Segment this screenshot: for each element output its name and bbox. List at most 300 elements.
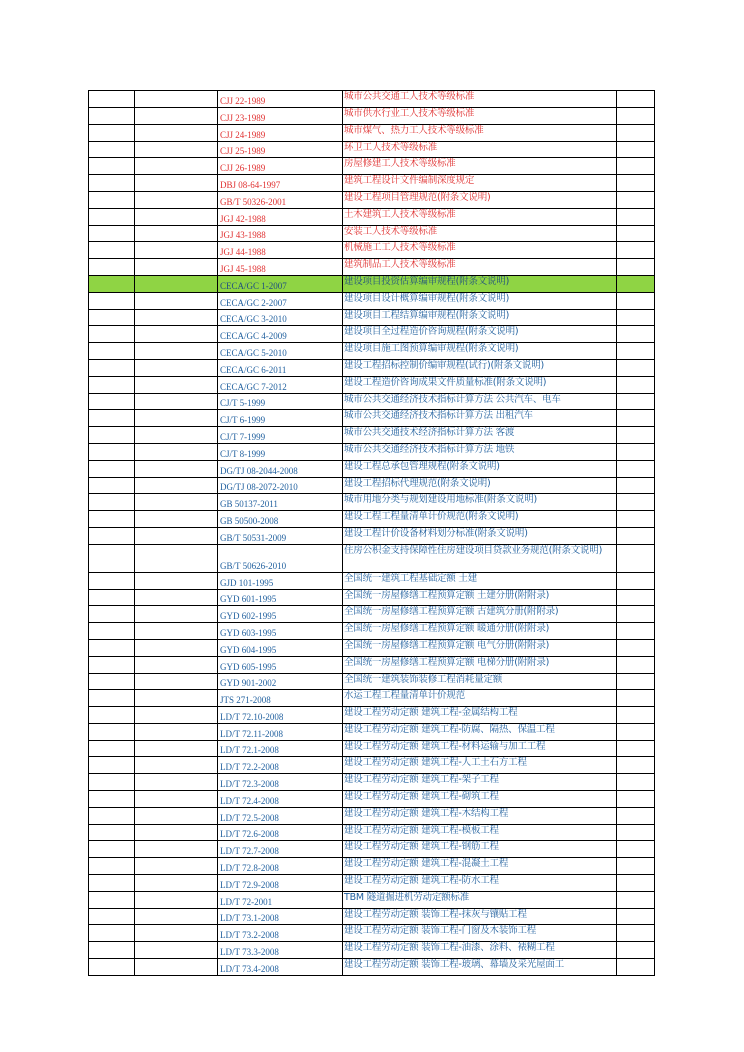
standard-name-cell: 建设工程劳动定额 装饰工程-抹灰与镶贴工程 <box>343 908 617 925</box>
blank-cell <box>135 427 218 444</box>
blank-cell <box>135 191 218 208</box>
blank-cell <box>135 208 218 225</box>
index-cell <box>89 208 135 225</box>
standard-name-cell: 环卫工人技术等级标准 <box>343 141 617 158</box>
standard-name-cell: 建设工程工程量清单计价规范(附条文说明) <box>343 511 617 528</box>
standard-name-cell: 建设工程劳动定额 装饰工程-油漆、涂料、裱糊工程 <box>343 942 617 959</box>
table-row <box>89 791 655 808</box>
table-row <box>89 942 655 959</box>
standard-name-cell: 土木建筑工人技术等级标准 <box>343 208 617 225</box>
blank-cell <box>135 242 218 259</box>
index-cell <box>89 544 135 572</box>
table-row <box>89 707 655 724</box>
standard-name-cell: 城市用地分类与规划建设用地标准(附条文说明) <box>343 494 617 511</box>
blank-cell <box>135 925 218 942</box>
blank-cell <box>135 572 218 589</box>
index-cell <box>89 740 135 757</box>
standard-name-cell: 建设工程招标控制价编审规程(试行)(附条文说明) <box>343 359 617 376</box>
note-cell <box>617 343 655 360</box>
standard-name-cell: 房屋修建工人技术等级标准 <box>343 158 617 175</box>
standard-name-cell: 全国统一房屋修缮工程预算定额 电梯分册(附附录) <box>343 656 617 673</box>
note-cell <box>617 393 655 410</box>
standard-code-cell: LD/T 72.4-2008 <box>218 791 343 808</box>
blank-cell <box>135 477 218 494</box>
standard-name-cell: 安装工人技术等级标准 <box>343 225 617 242</box>
index-cell <box>89 376 135 393</box>
index-cell <box>89 858 135 875</box>
standard-code-cell: CECA/GC 7-2012 <box>218 376 343 393</box>
standard-name-cell: 城市供水行业工人技术等级标准 <box>343 108 617 125</box>
table-row <box>89 858 655 875</box>
note-cell <box>617 925 655 942</box>
blank-cell <box>135 690 218 707</box>
index-cell <box>89 511 135 528</box>
standard-name-cell: 建筑工程设计文件编制深度规定 <box>343 175 617 192</box>
table-row <box>89 589 655 606</box>
standards-table-body <box>89 91 655 976</box>
index-cell <box>89 427 135 444</box>
standard-code-cell: JGJ 45-1988 <box>218 259 343 276</box>
standard-name-cell: 建设项目设计概算编审规程(附条文说明) <box>343 292 617 309</box>
table-row <box>89 343 655 360</box>
blank-cell <box>135 908 218 925</box>
table-row <box>89 494 655 511</box>
blank-cell <box>135 443 218 460</box>
note-cell <box>617 191 655 208</box>
index-cell <box>89 141 135 158</box>
index-cell <box>89 589 135 606</box>
blank-cell <box>135 309 218 326</box>
blank-cell <box>135 959 218 976</box>
standard-name-cell: 机械施工工人技术等级标准 <box>343 242 617 259</box>
blank-cell <box>135 639 218 656</box>
index-cell <box>89 158 135 175</box>
blank-cell <box>135 841 218 858</box>
note-cell <box>617 225 655 242</box>
table-row <box>89 242 655 259</box>
note-cell <box>617 757 655 774</box>
standard-name-cell: 建设工程劳动定额 建筑工程-金属结构工程 <box>343 707 617 724</box>
note-cell <box>617 326 655 343</box>
table-row <box>89 91 655 108</box>
standards-table <box>88 90 655 976</box>
standard-code-cell: LD/T 72.6-2008 <box>218 824 343 841</box>
standard-name-cell: 建设工程劳动定额 建筑工程-人工土石方工程 <box>343 757 617 774</box>
table-row <box>89 141 655 158</box>
note-cell <box>617 275 655 292</box>
index-cell <box>89 942 135 959</box>
note-cell <box>617 410 655 427</box>
blank-cell <box>135 141 218 158</box>
blank-cell <box>135 544 218 572</box>
standard-code-cell: LD/T 72.10-2008 <box>218 707 343 724</box>
blank-cell <box>135 527 218 544</box>
standard-code-cell: DG/TJ 08-2044-2008 <box>218 460 343 477</box>
blank-cell <box>135 175 218 192</box>
index-cell <box>89 572 135 589</box>
note-cell <box>617 690 655 707</box>
standard-code-cell: CJJ 22-1989 <box>218 91 343 108</box>
standard-code-cell: GYD 603-1995 <box>218 623 343 640</box>
standard-code-cell: LD/T 72.8-2008 <box>218 858 343 875</box>
standard-name-cell: 城市公共交通工人技术等级标准 <box>343 91 617 108</box>
standard-code-cell: GB 50137-2011 <box>218 494 343 511</box>
note-cell <box>617 942 655 959</box>
standard-code-cell: LD/T 72.7-2008 <box>218 841 343 858</box>
note-cell <box>617 723 655 740</box>
table-row <box>89 393 655 410</box>
standard-code-cell: CECA/GC 3-2010 <box>218 309 343 326</box>
table-row <box>89 623 655 640</box>
standard-code-cell: GYD 601-1995 <box>218 589 343 606</box>
note-cell <box>617 858 655 875</box>
index-cell <box>89 824 135 841</box>
standard-code-cell: LD/T 72.3-2008 <box>218 774 343 791</box>
standard-code-cell: LD/T 72.1-2008 <box>218 740 343 757</box>
index-cell <box>89 225 135 242</box>
index-cell <box>89 527 135 544</box>
note-cell <box>617 427 655 444</box>
standard-code-cell: JTS 271-2008 <box>218 690 343 707</box>
note-cell <box>617 639 655 656</box>
note-cell <box>617 606 655 623</box>
index-cell <box>89 477 135 494</box>
blank-cell <box>135 326 218 343</box>
note-cell <box>617 292 655 309</box>
table-row <box>89 175 655 192</box>
table-row <box>89 925 655 942</box>
blank-cell <box>135 875 218 892</box>
note-cell <box>617 544 655 572</box>
note-cell <box>617 158 655 175</box>
standard-code-cell: GYD 605-1995 <box>218 656 343 673</box>
note-cell <box>617 477 655 494</box>
index-cell <box>89 707 135 724</box>
note-cell <box>617 623 655 640</box>
blank-cell <box>135 108 218 125</box>
blank-cell <box>135 707 218 724</box>
table-row <box>89 908 655 925</box>
index-cell <box>89 393 135 410</box>
index-cell <box>89 925 135 942</box>
standard-name-cell: TBM 隧道掘进机劳动定额标准 <box>343 891 617 908</box>
standard-code-cell: GYD 901-2002 <box>218 673 343 690</box>
standard-name-cell: 建设工程劳动定额 建筑工程-木结构工程 <box>343 807 617 824</box>
note-cell <box>617 511 655 528</box>
index-cell <box>89 460 135 477</box>
blank-cell <box>135 376 218 393</box>
note-cell <box>617 908 655 925</box>
standard-name-cell: 建设工程劳动定额 建筑工程-防腐、隔热、保温工程 <box>343 723 617 740</box>
table-row <box>89 108 655 125</box>
note-cell <box>617 707 655 724</box>
note-cell <box>617 656 655 673</box>
table-row <box>89 208 655 225</box>
standard-name-cell: 建设工程劳动定额 建筑工程-架子工程 <box>343 774 617 791</box>
blank-cell <box>135 824 218 841</box>
blank-cell <box>135 757 218 774</box>
blank-cell <box>135 589 218 606</box>
table-row <box>89 639 655 656</box>
blank-cell <box>135 606 218 623</box>
standard-name-cell: 建设项目全过程造价咨询规程(附条文说明) <box>343 326 617 343</box>
table-row <box>89 891 655 908</box>
index-cell <box>89 343 135 360</box>
table-row <box>89 740 655 757</box>
index-cell <box>89 891 135 908</box>
table-row <box>89 259 655 276</box>
blank-cell <box>135 942 218 959</box>
standard-code-cell: CJJ 26-1989 <box>218 158 343 175</box>
index-cell <box>89 908 135 925</box>
table-row <box>89 292 655 309</box>
blank-cell <box>135 343 218 360</box>
index-cell <box>89 191 135 208</box>
blank-cell <box>135 740 218 757</box>
note-cell <box>617 175 655 192</box>
standard-code-cell: CJJ 25-1989 <box>218 141 343 158</box>
note-cell <box>617 242 655 259</box>
standard-code-cell: CJ/T 8-1999 <box>218 443 343 460</box>
note-cell <box>617 376 655 393</box>
table-row <box>89 606 655 623</box>
index-cell <box>89 606 135 623</box>
table-row <box>89 673 655 690</box>
standard-name-cell: 城市公共交通经济技术指标计算方法 出租汽车 <box>343 410 617 427</box>
standard-name-cell: 建设工程劳动定额 建筑工程-防水工程 <box>343 875 617 892</box>
index-cell <box>89 410 135 427</box>
standard-name-cell: 全国统一建筑工程基础定额 土建 <box>343 572 617 589</box>
table-row <box>89 410 655 427</box>
index-cell <box>89 807 135 824</box>
standard-name-cell: 建设工程劳动定额 建筑工程-钢筋工程 <box>343 841 617 858</box>
table-row <box>89 511 655 528</box>
note-cell <box>617 875 655 892</box>
table-row <box>89 460 655 477</box>
index-cell <box>89 757 135 774</box>
note-cell <box>617 824 655 841</box>
standard-code-cell: LD/T 73.1-2008 <box>218 908 343 925</box>
standard-code-cell: JGJ 43-1988 <box>218 225 343 242</box>
blank-cell <box>135 494 218 511</box>
table-row <box>89 572 655 589</box>
index-cell <box>89 690 135 707</box>
standard-code-cell: CJ/T 7-1999 <box>218 427 343 444</box>
standard-code-cell: JGJ 42-1988 <box>218 208 343 225</box>
standard-code-cell: DBJ 08-64-1997 <box>218 175 343 192</box>
index-cell <box>89 443 135 460</box>
standard-name-cell: 建设项目工程结算编审规程(附条文说明) <box>343 309 617 326</box>
standard-name-cell: 建设工程招标代理规范(附条文说明) <box>343 477 617 494</box>
blank-cell <box>135 673 218 690</box>
index-cell <box>89 774 135 791</box>
standard-name-cell: 建筑制品工人技术等级标准 <box>343 259 617 276</box>
note-cell <box>617 91 655 108</box>
table-row <box>89 376 655 393</box>
index-cell <box>89 309 135 326</box>
index-cell <box>89 326 135 343</box>
table-row <box>89 875 655 892</box>
note-cell <box>617 494 655 511</box>
standard-name-cell: 水运工程工程量清单计价规范 <box>343 690 617 707</box>
table-row <box>89 275 655 292</box>
table-row <box>89 723 655 740</box>
standard-code-cell: CJJ 24-1989 <box>218 124 343 141</box>
blank-cell <box>135 359 218 376</box>
blank-cell <box>135 858 218 875</box>
table-row <box>89 443 655 460</box>
note-cell <box>617 891 655 908</box>
note-cell <box>617 589 655 606</box>
note-cell <box>617 359 655 376</box>
standard-code-cell: GJD 101-1995 <box>218 572 343 589</box>
note-cell <box>617 807 655 824</box>
table-row <box>89 824 655 841</box>
blank-cell <box>135 807 218 824</box>
standard-name-cell: 城市公共交通技术经济指标计算方法 客渡 <box>343 427 617 444</box>
standard-name-cell: 全国统一房屋修缮工程预算定额 电气分册(附附录) <box>343 639 617 656</box>
standard-code-cell: CJ/T 6-1999 <box>218 410 343 427</box>
note-cell <box>617 309 655 326</box>
standard-name-cell: 建设工程劳动定额 建筑工程-砌筑工程 <box>343 791 617 808</box>
table-row <box>89 656 655 673</box>
note-cell <box>617 124 655 141</box>
standard-name-cell: 建设项目施工图预算编审规程(附条文说明) <box>343 343 617 360</box>
standard-code-cell: GYD 602-1995 <box>218 606 343 623</box>
standard-name-cell: 建设工程总承包管理规程(附条文说明) <box>343 460 617 477</box>
standard-code-cell: LD/T 73.3-2008 <box>218 942 343 959</box>
standard-name-cell: 全国统一房屋修缮工程预算定额 土建分册(附附录) <box>343 589 617 606</box>
blank-cell <box>135 623 218 640</box>
blank-cell <box>135 723 218 740</box>
standard-name-cell: 住房公积金支持保障性住房建设项目贷款业务规范(附条文说明) <box>343 544 617 572</box>
note-cell <box>617 208 655 225</box>
index-cell <box>89 959 135 976</box>
standard-code-cell: CJJ 23-1989 <box>218 108 343 125</box>
index-cell <box>89 124 135 141</box>
index-cell <box>89 108 135 125</box>
note-cell <box>617 791 655 808</box>
blank-cell <box>135 91 218 108</box>
standard-name-cell: 全国统一房屋修缮工程预算定额 暖通分册(附附录) <box>343 623 617 640</box>
standard-name-cell: 城市公共交通经济技术指标计算方法 公共汽车、电车 <box>343 393 617 410</box>
table-row <box>89 427 655 444</box>
standard-name-cell: 建设工程劳动定额 建筑工程-模板工程 <box>343 824 617 841</box>
note-cell <box>617 527 655 544</box>
standard-name-cell: 全国统一房屋修缮工程预算定额 古建筑分册(附附录) <box>343 606 617 623</box>
index-cell <box>89 494 135 511</box>
table-row <box>89 225 655 242</box>
standard-name-cell: 城市公共交通经济技术指标计算方法 地铁 <box>343 443 617 460</box>
standard-code-cell: CECA/GC 2-2007 <box>218 292 343 309</box>
index-cell <box>89 359 135 376</box>
standard-code-cell: LD/T 72.5-2008 <box>218 807 343 824</box>
note-cell <box>617 108 655 125</box>
standard-code-cell: LD/T 72.11-2008 <box>218 723 343 740</box>
standard-name-cell: 全国统一建筑装饰装修工程消耗量定额 <box>343 673 617 690</box>
standard-code-cell: JGJ 44-1988 <box>218 242 343 259</box>
blank-cell <box>135 124 218 141</box>
standard-code-cell: GB 50500-2008 <box>218 511 343 528</box>
standard-code-cell: LD/T 72.2-2008 <box>218 757 343 774</box>
standard-name-cell: 建设工程劳动定额 建筑工程-材料运输与加工工程 <box>343 740 617 757</box>
standard-name-cell: 建设工程计价设备材料划分标准(附条文说明) <box>343 527 617 544</box>
standard-code-cell: GYD 604-1995 <box>218 639 343 656</box>
blank-cell <box>135 791 218 808</box>
standard-code-cell: CECA/GC 5-2010 <box>218 343 343 360</box>
note-cell <box>617 774 655 791</box>
table-row <box>89 326 655 343</box>
note-cell <box>617 443 655 460</box>
index-cell <box>89 91 135 108</box>
standard-code-cell: LD/T 72.9-2008 <box>218 875 343 892</box>
note-cell <box>617 141 655 158</box>
index-cell <box>89 623 135 640</box>
table-row <box>89 309 655 326</box>
index-cell <box>89 175 135 192</box>
note-cell <box>617 841 655 858</box>
table-row <box>89 757 655 774</box>
standard-code-cell: DG/TJ 08-2072-2010 <box>218 477 343 494</box>
blank-cell <box>135 292 218 309</box>
table-row <box>89 527 655 544</box>
standard-code-cell: CECA/GC 4-2009 <box>218 326 343 343</box>
standard-code-cell: CECA/GC 1-2007 <box>218 275 343 292</box>
index-cell <box>89 673 135 690</box>
index-cell <box>89 723 135 740</box>
standard-code-cell: CECA/GC 6-2011 <box>218 359 343 376</box>
table-row <box>89 774 655 791</box>
standard-name-cell: 建设项目投资估算编审规程(附条文说明) <box>343 275 617 292</box>
standard-code-cell: GB/T 50626-2010 <box>218 544 343 572</box>
note-cell <box>617 460 655 477</box>
standard-name-cell: 建设工程劳动定额 建筑工程-混凝土工程 <box>343 858 617 875</box>
index-cell <box>89 841 135 858</box>
note-cell <box>617 740 655 757</box>
table-row <box>89 158 655 175</box>
standard-name-cell: 建设工程造价咨询成果文件质量标准(附条文说明) <box>343 376 617 393</box>
standard-code-cell: CJ/T 5-1999 <box>218 393 343 410</box>
table-row <box>89 959 655 976</box>
blank-cell <box>135 393 218 410</box>
standard-code-cell: LD/T 73.2-2008 <box>218 925 343 942</box>
index-cell <box>89 242 135 259</box>
standard-code-cell: LD/T 73.4-2008 <box>218 959 343 976</box>
index-cell <box>89 875 135 892</box>
blank-cell <box>135 511 218 528</box>
standard-code-cell: LD/T 72-2001 <box>218 891 343 908</box>
table-row <box>89 544 655 572</box>
table-row <box>89 477 655 494</box>
blank-cell <box>135 275 218 292</box>
blank-cell <box>135 410 218 427</box>
index-cell <box>89 639 135 656</box>
index-cell <box>89 292 135 309</box>
blank-cell <box>135 158 218 175</box>
standard-name-cell: 建设工程劳动定额 装饰工程-玻璃、幕墙及采光屋面工 <box>343 959 617 976</box>
note-cell <box>617 959 655 976</box>
blank-cell <box>135 259 218 276</box>
index-cell <box>89 275 135 292</box>
blank-cell <box>135 891 218 908</box>
table-row <box>89 690 655 707</box>
blank-cell <box>135 656 218 673</box>
note-cell <box>617 259 655 276</box>
table-row <box>89 359 655 376</box>
table-row <box>89 807 655 824</box>
standard-name-cell: 建设工程项目管理规范(附条文说明) <box>343 191 617 208</box>
index-cell <box>89 791 135 808</box>
